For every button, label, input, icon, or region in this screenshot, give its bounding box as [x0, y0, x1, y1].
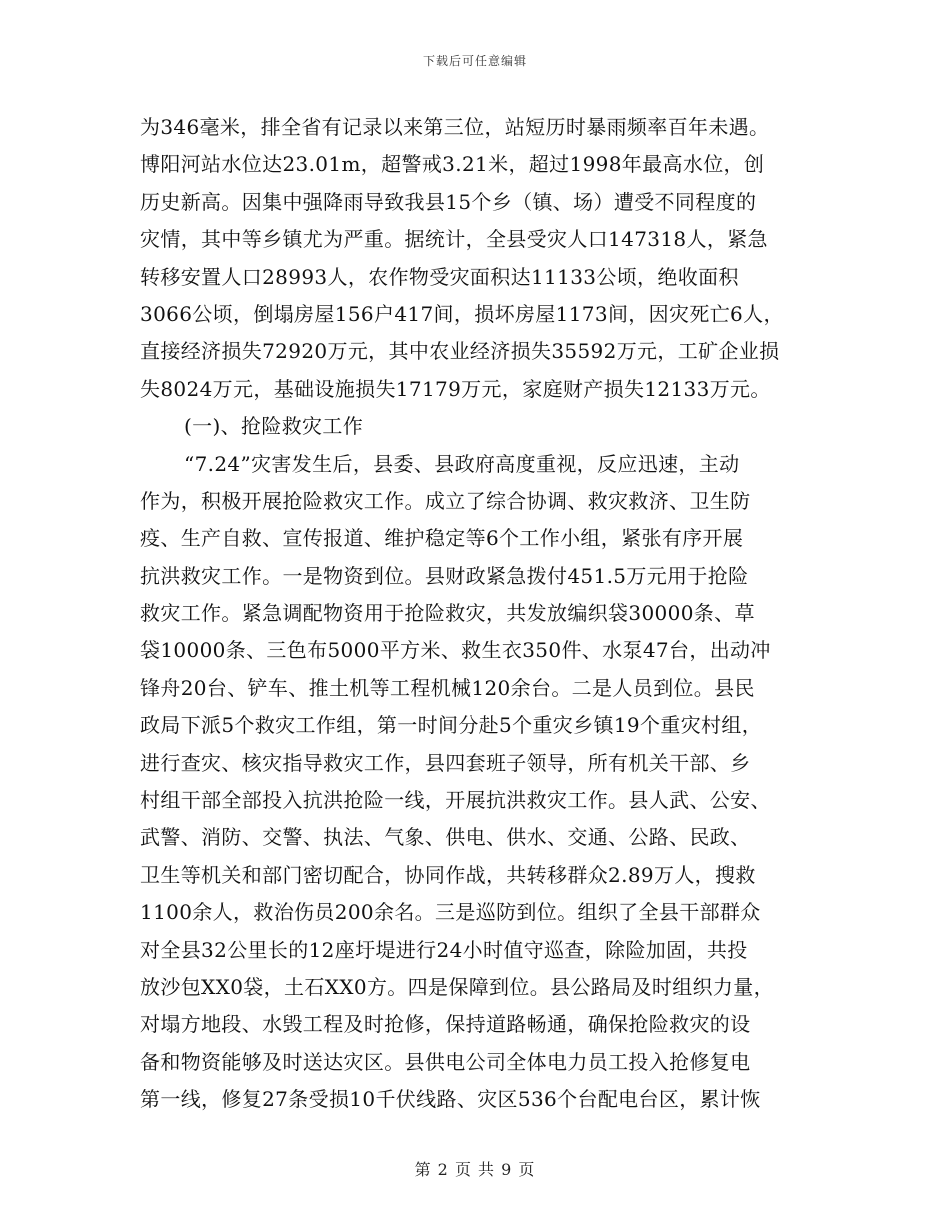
text-line: 抗洪救灾工作。一是物资到位。县财政紧急拨付451.5万元用于抢险 — [140, 563, 749, 588]
text-line: 村组干部全部投入抗洪抢险一线，开展抗洪救灾工作。县人武、公安、 — [140, 788, 771, 813]
text-line: 作为，积极开展抢险救灾工作。成立了综合协调、救灾救济、卫生防 — [140, 488, 751, 513]
text-line: 对塌方地段、水毁工程及时抢修，保持道路畅通，确保抢险救灾的设 — [140, 1012, 751, 1037]
text-line: 1100余人，救治伤员200余名。三是巡防到位。组织了全县干部群众 — [140, 900, 761, 925]
text-line: 直接经济损失72920万元，其中农业经济损失35592万元，工矿企业损 — [140, 339, 780, 364]
text-line: 第一线，修复27条受损10千伏线路、灾区536个台配电台区，累计恢 — [140, 1087, 761, 1112]
text-line: 为346毫米，排全省有记录以来第三位，站短历时暴雨频率百年未遇。 — [140, 115, 770, 139]
text-line: 失8024万元，基础设施损失17179万元，家庭财产损失12133万元。 — [140, 376, 771, 401]
text-line: 卫生等机关和部门密切配合，协同作战，共转移群众2.89万人，搜救 — [140, 862, 756, 887]
text-line: 政局下派5个救灾工作组，第一时间分赴5个重灾乡镇19个重灾村组， — [140, 713, 763, 738]
text-line: 历史新高。因集中强降雨导致我县15个乡（镇、场）遭受不同程度的 — [140, 189, 757, 214]
text-line: 救灾工作。紧急调配物资用于抢险救灾，共发放编织袋30000条、草 — [140, 601, 755, 626]
document-body — [140, 109, 810, 1119]
text-line: 锋舟20台、铲车、推土机等工程机械120余台。二是人员到位。县民 — [140, 675, 755, 700]
text-line: 转移安置人口28993人，农作物受灾面积达11133公顷，绝收面积 — [140, 264, 739, 289]
text-line: 放沙包XX0袋，土石XX0方。四是保障到位。县公路局及时组织力量， — [140, 974, 774, 999]
text-line: “7.24”灾害发生后，县委、县政府高度重视，反应迅速，主动 — [184, 451, 740, 476]
text-line: 备和物资能够及时送达灾区。县供电公司全体电力员工投入抢修复电 — [140, 1049, 751, 1074]
text-line: 3066公顷，倒塌房屋156户417间，损坏房屋1173间，因灾死亡6人， — [140, 301, 784, 326]
text-line: 灾情，其中等乡镇尤为严重。据统计，全县受灾人口147318人，紧急 — [140, 227, 768, 252]
text-line: 对全县32公里长的12座圩堤进行24小时值守巡查，除险加固，共投 — [140, 937, 748, 962]
text-line: 博阳河站水位达23.01m，超警戒3.21米，超过1998年最高水位，创 — [140, 152, 765, 177]
text-line: 武警、消防、交警、执法、气象、供电、供水、交通、公路、民政、 — [140, 825, 751, 850]
text-line: 进行查灾、核灾指导救灾工作，县四套班子领导，所有机关干部、乡 — [140, 750, 751, 775]
text-line: 袋10000条、三色布5000平方米、救生衣350件、水泵47台，出动冲 — [140, 638, 771, 663]
text-line: 疫、生产自救、宣传报道、维护稳定等6个工作小组，紧张有序开展 — [140, 526, 744, 551]
text-line: (一)、抢险救灾工作 — [184, 414, 364, 439]
page-header: 下载后可任意编辑 — [422, 54, 527, 68]
page-footer: 第 2 页 共 9 页 — [414, 1160, 536, 1179]
